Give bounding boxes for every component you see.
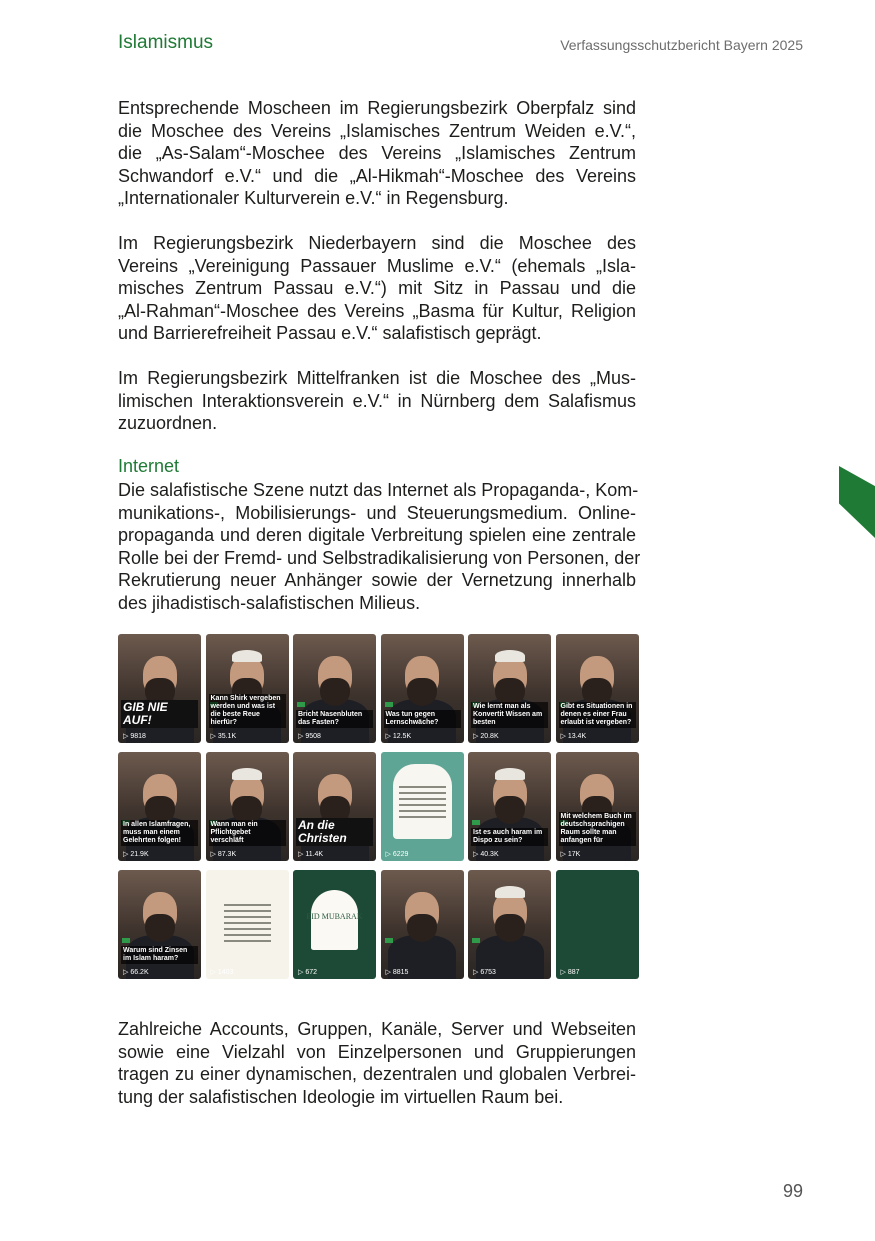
text-line: „Internationaler Kulturverein e.V.“ in Regensburg. <box>118 188 509 208</box>
text-line: propaganda und deren digitale Verbreitung spielen eine zentrale <box>118 525 636 545</box>
person-beard <box>320 678 350 706</box>
text-line: limischen Interaktionsverein e.V.“ in Nürnberg dem Salafismus <box>118 390 636 411</box>
thumbnail-caption: Bricht Nasenbluten das Fasten? <box>296 710 373 728</box>
subheading-internet: Internet <box>118 456 180 476</box>
text-line: Im Regierungsbezirk Mittelfranken ist die Moschee des „Mus- <box>118 368 636 388</box>
video-thumbnail <box>468 870 551 979</box>
view-count: ▷ 13.4K <box>560 733 587 740</box>
thumbnail-caption: EID MUBARAK <box>306 912 363 921</box>
channel-badge <box>122 938 130 943</box>
text-lines-graphic <box>399 782 446 822</box>
channel-badge <box>385 938 393 943</box>
view-count: ▷ 9508 <box>298 733 321 740</box>
person-cap <box>495 886 525 898</box>
thumbnail-caption: Ist es auch haram im Dispo zu sein? <box>471 828 548 846</box>
channel-badge <box>472 938 480 943</box>
text-line: Rekrutierung neuer Anhänger sowie der Vernetzung innerhalb <box>118 570 636 590</box>
person-cap <box>495 768 525 780</box>
channel-badge <box>472 820 480 825</box>
thumbnail-caption: Warum sind Zinsen im Islam haram? <box>121 946 198 964</box>
text-line: und Barrierefreiheit Passau e.V.“ salafistisch geprägt. <box>118 323 542 343</box>
text-line: die Moschee des Vereins „Islamisches Zentrum Weiden e.V.“, <box>118 120 636 141</box>
text-line: des jihadistisch-salafistischen Milieus. <box>118 592 421 613</box>
page-number: 99 <box>782 1181 803 1201</box>
section-title: Islamismus <box>118 32 214 53</box>
view-count: ▷ 87.3K <box>210 851 237 858</box>
video-thumbnail <box>118 870 201 979</box>
text-line: Rolle bei der Fremd- und Selbstradikalisierung von Personen, der <box>118 547 641 568</box>
paragraph-accounts <box>118 1018 636 1108</box>
paragraph-mittelfranken <box>118 367 636 435</box>
video-thumbnail <box>206 634 289 743</box>
video-thumbnail <box>468 752 551 861</box>
thumbnail-caption: An die Christen <box>296 818 373 846</box>
channel-badge <box>297 702 305 707</box>
person-beard <box>495 914 525 942</box>
person-beard <box>407 678 437 706</box>
person-beard <box>145 914 175 942</box>
thumbnail-caption: Kann Shirk vergeben werden und was ist die beste Reue hierfür? <box>209 694 286 728</box>
video-thumbnail <box>293 752 376 861</box>
text-line: Zahlreiche Accounts, Gruppen, Kanäle, Server und Webseiten <box>118 1019 636 1039</box>
video-thumbnail <box>381 634 464 743</box>
paragraph-niederbayern <box>118 232 636 345</box>
paragraph-internet <box>118 479 641 614</box>
view-count: ▷ 887 <box>560 969 580 976</box>
channel-badge <box>385 702 393 707</box>
thumbnail-caption: Mit welchem Buch im deutschsprachigen Raum sollte man anfangen für <box>559 812 636 846</box>
video-thumbnail <box>118 634 201 743</box>
video-thumbnail <box>206 752 289 861</box>
video-thumbnail <box>381 870 464 979</box>
video-thumbnail <box>556 752 639 861</box>
text-line: zuzuordnen. <box>118 413 218 433</box>
video-thumbnail <box>381 752 464 861</box>
video-thumbnail <box>293 634 376 743</box>
view-count: ▷ 20.8K <box>473 733 499 740</box>
text-line: misches Zentrum Passau e.V.“) mit Sitz in Passau und die <box>118 278 636 298</box>
view-count: ▷ 6229 <box>385 851 409 858</box>
person-beard <box>495 796 525 824</box>
poster-text-graphic <box>224 900 271 946</box>
chapter-tab <box>839 466 875 538</box>
thumbnail-caption: Wann man ein Pflichtgebet verschläft <box>209 820 286 846</box>
text-line: tung der salafistischen Ideologie im virtuellen Raum bei. <box>118 1086 564 1107</box>
video-thumbnail <box>293 870 376 979</box>
text-line: „Al-Rahman“-Moschee des Vereins „Basma für Kultur, Religion <box>118 300 636 321</box>
text-line: Vereins „Vereinigung Passauer Muslime e.V.“ (ehemals „Isla- <box>118 255 636 276</box>
text-line: die „As-Salam“-Moschee des Vereins „Islamisches Zentrum <box>118 143 636 163</box>
video-thumbnail <box>556 870 639 979</box>
text-line: Entsprechende Moscheen im Regierungsbezirk Oberpfalz sind <box>118 98 636 118</box>
view-count: ▷ 9818 <box>123 733 146 740</box>
view-count: ▷ 40.3K <box>473 851 499 858</box>
text-line: Schwandorf e.V.“ und die „Al-Hikmah“-Moschee des Vereins <box>118 165 636 186</box>
thumbnail-caption: Was tun gegen Lernschwäche? <box>384 710 461 728</box>
view-count: ▷ 12.5K <box>385 733 412 740</box>
person-beard <box>407 914 437 942</box>
text-line: tragen zu einer dynamischen, dezentralen und globalen Verbrei- <box>118 1064 636 1084</box>
view-count: ▷ 11.4K <box>298 851 324 858</box>
view-count: ▷ 66.2K <box>123 969 149 976</box>
paragraph-oberpfalz <box>118 97 636 210</box>
view-count: ▷ 17K <box>560 851 581 858</box>
thumbnail-caption: Wie lernt man als Konvertit Wissen am besten <box>471 702 548 728</box>
video-thumbnail <box>206 870 289 979</box>
view-count: ▷ 35.1K <box>210 733 237 740</box>
video-thumbnail <box>468 634 551 743</box>
thumbnail-caption: GIB NIE AUF! <box>121 700 198 728</box>
person-cap <box>232 768 262 780</box>
text-line: Im Regierungsbezirk Niederbayern sind die Moschee des <box>118 233 636 253</box>
text-line: munikations-, Mobilisierungs- und Steuerungsmedium. Online- <box>118 502 636 523</box>
view-count: ▷ 672 <box>298 969 318 976</box>
person-cap <box>232 650 262 662</box>
text-line: Die salafistische Szene nutzt das Internet als Propaganda-, Kom- <box>118 480 639 500</box>
report-title: Verfassungsschutzbericht Bayern 2025 <box>560 37 803 53</box>
view-count: ▷ 6753 <box>473 969 496 976</box>
thumbnail-caption: Gibt es Situationen in denen es einer Frau erlaubt ist vergeben? <box>559 702 636 728</box>
video-thumbnail <box>118 752 201 861</box>
social-media-screenshot-grid <box>118 634 640 979</box>
view-count: ▷ 1403 <box>210 969 234 976</box>
thumbnail-caption: In allen Islamfragen, muss man einem Gelehrten folgen! <box>121 820 198 846</box>
video-thumbnail <box>556 634 639 743</box>
person-cap <box>495 650 525 662</box>
view-count: ▷ 8815 <box>385 969 409 976</box>
text-line: sowie eine Vielzahl von Einzelpersonen und Gruppierungen <box>118 1041 636 1062</box>
view-count: ▷ 21.9K <box>123 851 149 858</box>
